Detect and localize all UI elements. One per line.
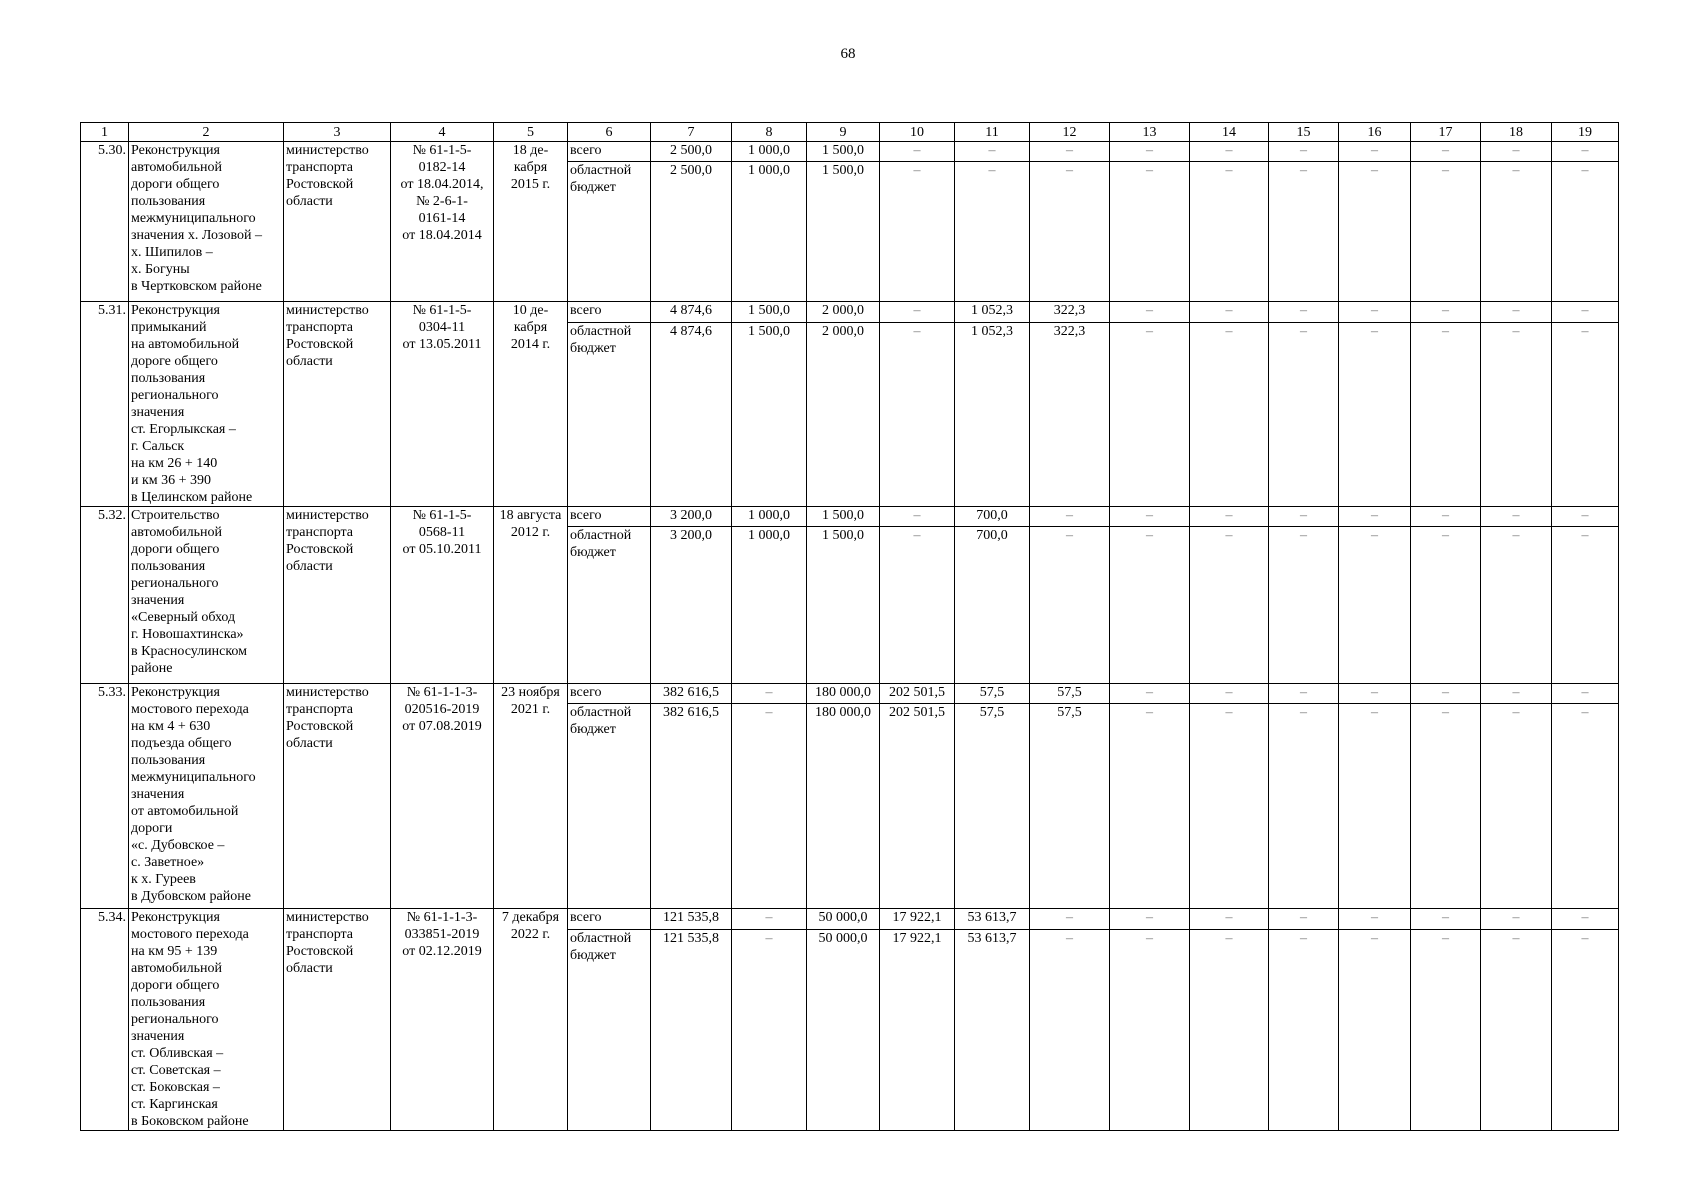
empty-value: – <box>1110 684 1190 704</box>
amount-value: 1 500,0 <box>807 527 880 684</box>
funding-source-regional-budget: областной бюджет <box>568 527 651 684</box>
funding-source-total: всего <box>568 909 651 930</box>
column-number-header: 19 <box>1552 123 1619 142</box>
empty-value: – <box>955 162 1030 302</box>
empty-value: – <box>732 930 807 1131</box>
column-number-header: 18 <box>1481 123 1552 142</box>
empty-value: – <box>1110 323 1190 507</box>
amount-value: 57,5 <box>955 704 1030 909</box>
empty-value: – <box>1481 704 1552 909</box>
empty-value: – <box>880 302 955 323</box>
amount-value: 53 613,7 <box>955 909 1030 930</box>
empty-value: – <box>1269 507 1339 527</box>
investment-table <box>80 122 1619 1131</box>
amount-value: 2 500,0 <box>651 142 732 162</box>
amount-value: 53 613,7 <box>955 930 1030 1131</box>
document-reference: № 61-1-1-3- 033851-2019 от 02.12.2019 <box>391 909 494 1131</box>
funding-source-regional-budget: областной бюджет <box>568 323 651 507</box>
column-number-header: 14 <box>1190 123 1269 142</box>
empty-value: – <box>732 684 807 704</box>
amount-value: 1 500,0 <box>807 162 880 302</box>
table-body <box>81 142 1619 1131</box>
completion-date: 7 декабря 2022 г. <box>494 909 568 1131</box>
empty-value: – <box>1269 323 1339 507</box>
amount-value: 1 000,0 <box>732 507 807 527</box>
empty-value: – <box>1110 930 1190 1131</box>
column-number-header: 15 <box>1269 123 1339 142</box>
amount-value: 1 500,0 <box>732 323 807 507</box>
column-number-header: 1 <box>81 123 129 142</box>
empty-value: – <box>1339 507 1411 527</box>
empty-value: – <box>1481 527 1552 684</box>
object-name: Реконструкция мостового перехода на км 95 + 139 автомобильной дороги общего пользования регионального значения ст. Обливская – ст. Советская – ст. Боковская – ст. Каргинская в Боковском районе <box>129 909 284 1131</box>
empty-value: – <box>1190 302 1269 323</box>
funding-source-regional-budget: областной бюджет <box>568 704 651 909</box>
responsible-organization: министерство транспорта Ростовской области <box>284 684 391 909</box>
empty-value: – <box>1030 142 1110 162</box>
empty-value: – <box>880 142 955 162</box>
empty-value: – <box>1190 507 1269 527</box>
column-number-header: 2 <box>129 123 284 142</box>
amount-value: 1 500,0 <box>807 142 880 162</box>
amount-value: 700,0 <box>955 527 1030 684</box>
empty-value: – <box>1411 162 1481 302</box>
empty-value: – <box>1552 527 1619 684</box>
empty-value: – <box>1110 704 1190 909</box>
amount-value: 4 874,6 <box>651 302 732 323</box>
document-reference: № 61-1-1-3- 020516-2019 от 07.08.2019 <box>391 684 494 909</box>
empty-value: – <box>1030 162 1110 302</box>
empty-value: – <box>1481 142 1552 162</box>
object-name: Реконструкция автомобильной дороги общего пользования межмуниципального значения х. Лозовой – х. Шипилов – х. Богуны в Чертковском районе <box>129 142 284 302</box>
empty-value: – <box>1481 507 1552 527</box>
funding-source-regional-budget: областной бюджет <box>568 930 651 1131</box>
amount-value: 1 000,0 <box>732 142 807 162</box>
column-number-header: 12 <box>1030 123 1110 142</box>
amount-value: 180 000,0 <box>807 704 880 909</box>
amount-value: 2 000,0 <box>807 323 880 507</box>
empty-value: – <box>1110 302 1190 323</box>
amount-value: 382 616,5 <box>651 684 732 704</box>
amount-value: 382 616,5 <box>651 704 732 909</box>
empty-value: – <box>1190 142 1269 162</box>
empty-value: – <box>732 704 807 909</box>
empty-value: – <box>1552 909 1619 930</box>
amount-value: 57,5 <box>1030 704 1110 909</box>
table-row <box>81 302 1619 323</box>
empty-value: – <box>1269 704 1339 909</box>
empty-value: – <box>1110 909 1190 930</box>
empty-value: – <box>1030 930 1110 1131</box>
funding-source-total: всего <box>568 684 651 704</box>
table-row <box>81 684 1619 704</box>
amount-value: 57,5 <box>955 684 1030 704</box>
column-number-header: 13 <box>1110 123 1190 142</box>
row-number: 5.34. <box>81 909 129 1131</box>
empty-value: – <box>1552 142 1619 162</box>
empty-value: – <box>1411 930 1481 1131</box>
amount-value: 17 922,1 <box>880 909 955 930</box>
empty-value: – <box>1411 302 1481 323</box>
amount-value: 3 200,0 <box>651 507 732 527</box>
empty-value: – <box>1339 302 1411 323</box>
amount-value: 1 500,0 <box>807 507 880 527</box>
empty-value: – <box>1030 507 1110 527</box>
amount-value: 50 000,0 <box>807 930 880 1131</box>
empty-value: – <box>1552 323 1619 507</box>
column-number-header: 4 <box>391 123 494 142</box>
empty-value: – <box>1190 162 1269 302</box>
amount-value: 1 000,0 <box>732 527 807 684</box>
empty-value: – <box>1411 323 1481 507</box>
amount-value: 322,3 <box>1030 323 1110 507</box>
row-number: 5.33. <box>81 684 129 909</box>
amount-value: 2 000,0 <box>807 302 880 323</box>
empty-value: – <box>1481 909 1552 930</box>
row-number: 5.30. <box>81 142 129 302</box>
empty-value: – <box>1190 704 1269 909</box>
empty-value: – <box>1339 527 1411 684</box>
amount-value: 1 052,3 <box>955 323 1030 507</box>
column-number-header: 7 <box>651 123 732 142</box>
empty-value: – <box>1190 684 1269 704</box>
empty-value: – <box>1552 684 1619 704</box>
empty-value: – <box>1110 162 1190 302</box>
empty-value: – <box>1110 507 1190 527</box>
funding-source-regional-budget: областной бюджет <box>568 162 651 302</box>
empty-value: – <box>1030 909 1110 930</box>
empty-value: – <box>1269 930 1339 1131</box>
document-reference: № 61-1-5- 0182-14 от 18.04.2014, № 2-6-1- 0161-14 от 18.04.2014 <box>391 142 494 302</box>
column-number-header: 8 <box>732 123 807 142</box>
column-number-header: 5 <box>494 123 568 142</box>
column-number-header-row <box>81 123 1619 142</box>
object-name: Реконструкция примыканий на автомобильной дороге общего пользования регионального значения ст. Егорлыкская – г. Сальск на км 26 + 140 и км 36 + 390 в Целинском районе <box>129 302 284 507</box>
funding-source-total: всего <box>568 302 651 323</box>
empty-value: – <box>1411 527 1481 684</box>
empty-value: – <box>732 909 807 930</box>
amount-value: 1 500,0 <box>732 302 807 323</box>
empty-value: – <box>1269 302 1339 323</box>
empty-value: – <box>1190 930 1269 1131</box>
empty-value: – <box>1552 162 1619 302</box>
empty-value: – <box>1190 909 1269 930</box>
empty-value: – <box>1411 704 1481 909</box>
funding-source-total: всего <box>568 142 651 162</box>
column-number-header: 9 <box>807 123 880 142</box>
responsible-organization: министерство транспорта Ростовской области <box>284 142 391 302</box>
table-row <box>81 142 1619 162</box>
empty-value: – <box>1411 507 1481 527</box>
empty-value: – <box>1411 684 1481 704</box>
amount-value: 322,3 <box>1030 302 1110 323</box>
empty-value: – <box>880 323 955 507</box>
page-number: 68 <box>840 46 856 62</box>
empty-value: – <box>1269 162 1339 302</box>
table-row <box>81 507 1619 527</box>
empty-value: – <box>1339 162 1411 302</box>
responsible-organization: министерство транспорта Ростовской области <box>284 302 391 507</box>
amount-value: 17 922,1 <box>880 930 955 1131</box>
funding-source-total: всего <box>568 507 651 527</box>
empty-value: – <box>1339 323 1411 507</box>
amount-value: 2 500,0 <box>651 162 732 302</box>
empty-value: – <box>1481 162 1552 302</box>
empty-value: – <box>1269 909 1339 930</box>
amount-value: 121 535,8 <box>651 930 732 1131</box>
amount-value: 1 000,0 <box>732 162 807 302</box>
empty-value: – <box>1481 302 1552 323</box>
empty-value: – <box>1481 323 1552 507</box>
responsible-organization: министерство транспорта Ростовской области <box>284 909 391 1131</box>
empty-value: – <box>1481 930 1552 1131</box>
empty-value: – <box>1339 684 1411 704</box>
empty-value: – <box>1110 527 1190 684</box>
empty-value: – <box>1552 704 1619 909</box>
empty-value: – <box>880 507 955 527</box>
document-reference: № 61-1-5- 0568-11 от 05.10.2011 <box>391 507 494 684</box>
empty-value: – <box>1269 142 1339 162</box>
row-number: 5.31. <box>81 302 129 507</box>
amount-value: 4 874,6 <box>651 323 732 507</box>
empty-value: – <box>1190 323 1269 507</box>
empty-value: – <box>1411 909 1481 930</box>
empty-value: – <box>1269 527 1339 684</box>
row-number: 5.32. <box>81 507 129 684</box>
column-number-header: 11 <box>955 123 1030 142</box>
completion-date: 10 де- кабря 2014 г. <box>494 302 568 507</box>
amount-value: 202 501,5 <box>880 704 955 909</box>
empty-value: – <box>1552 302 1619 323</box>
empty-value: – <box>1030 527 1110 684</box>
responsible-organization: министерство транспорта Ростовской области <box>284 507 391 684</box>
column-number-header: 16 <box>1339 123 1411 142</box>
empty-value: – <box>1339 930 1411 1131</box>
empty-value: – <box>1339 142 1411 162</box>
amount-value: 202 501,5 <box>880 684 955 704</box>
column-number-header: 17 <box>1411 123 1481 142</box>
empty-value: – <box>1339 704 1411 909</box>
amount-value: 57,5 <box>1030 684 1110 704</box>
object-name: Строительство автомобильной дороги общего пользования регионального значения «Северный обход г. Новошахтинска» в Красносулинском районе <box>129 507 284 684</box>
object-name: Реконструкция мостового перехода на км 4 + 630 подъезда общего пользования межмуниципального значения от автомобильной дороги «с. Дубовское – с. Заветное» к х. Гуреев в Дубовском районе <box>129 684 284 909</box>
amount-value: 50 000,0 <box>807 909 880 930</box>
completion-date: 23 ноября 2021 г. <box>494 684 568 909</box>
column-number-header: 6 <box>568 123 651 142</box>
empty-value: – <box>1190 527 1269 684</box>
completion-date: 18 де- кабря 2015 г. <box>494 142 568 302</box>
table-row <box>81 909 1619 930</box>
document-reference: № 61-1-5- 0304-11 от 13.05.2011 <box>391 302 494 507</box>
empty-value: – <box>1110 142 1190 162</box>
column-number-header: 10 <box>880 123 955 142</box>
empty-value: – <box>880 162 955 302</box>
empty-value: – <box>1269 684 1339 704</box>
column-number-header: 3 <box>284 123 391 142</box>
empty-value: – <box>1411 142 1481 162</box>
amount-value: 700,0 <box>955 507 1030 527</box>
empty-value: – <box>955 142 1030 162</box>
empty-value: – <box>1552 507 1619 527</box>
empty-value: – <box>1481 684 1552 704</box>
completion-date: 18 августа 2012 г. <box>494 507 568 684</box>
empty-value: – <box>1339 909 1411 930</box>
empty-value: – <box>1552 930 1619 1131</box>
amount-value: 3 200,0 <box>651 527 732 684</box>
empty-value: – <box>880 527 955 684</box>
amount-value: 180 000,0 <box>807 684 880 704</box>
amount-value: 121 535,8 <box>651 909 732 930</box>
amount-value: 1 052,3 <box>955 302 1030 323</box>
